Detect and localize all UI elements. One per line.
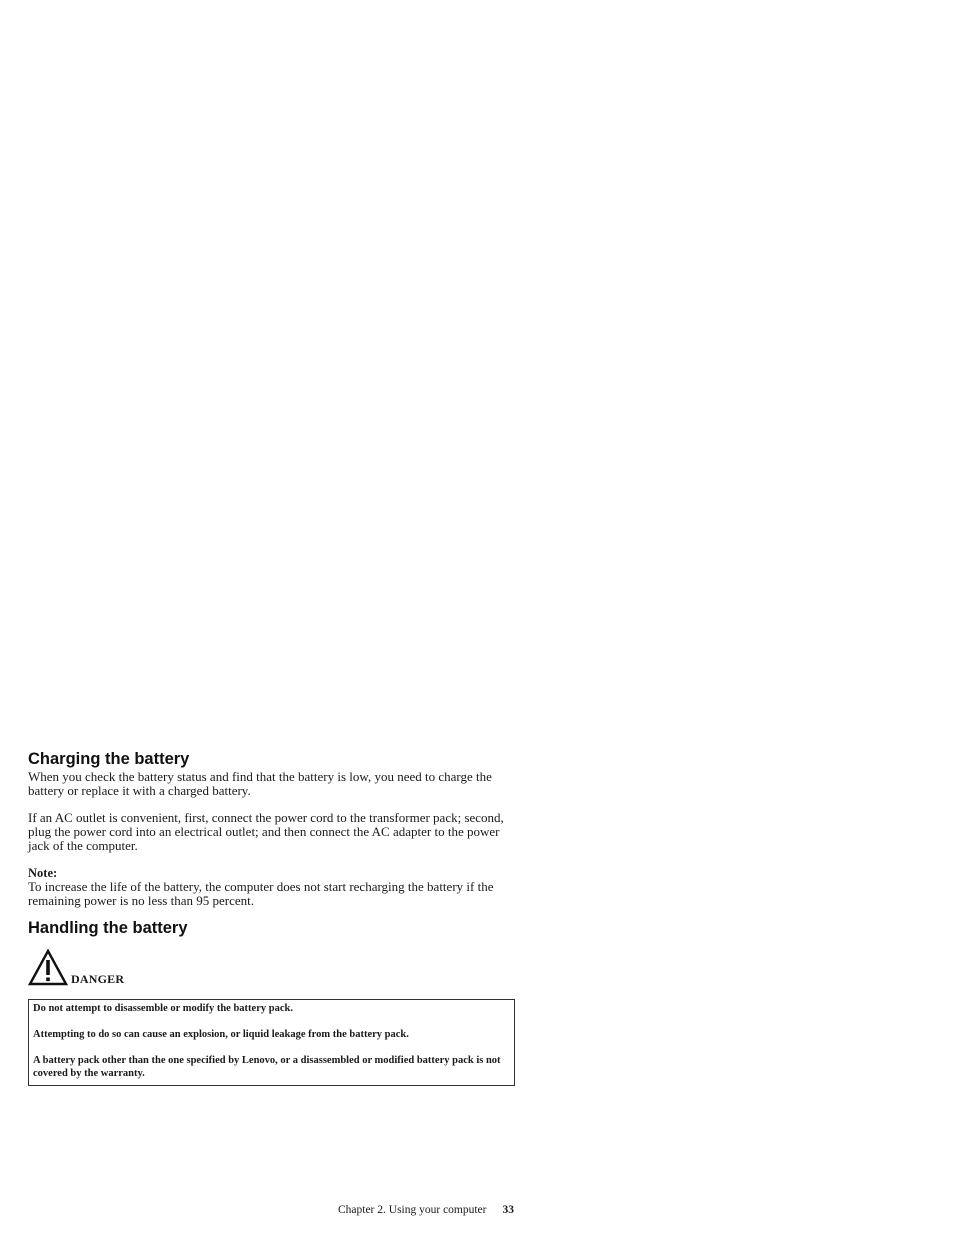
danger-line-2: Attempting to do so can cause an explosion, or liquid leakage from the battery pack. (33, 1029, 409, 1040)
danger-line-3: A battery pack other than the one specified by Lenovo, or a disassembled or modified battery pack is not covered by the warranty. (33, 1055, 501, 1079)
page-footer (0, 1203, 514, 1217)
paragraph-charging-intro: When you check the battery status and find that the battery is low, you need to charge the battery or replace it with a charged battery. (28, 769, 492, 798)
danger-notice-box (28, 999, 515, 1086)
page-number: 33 (502, 1204, 514, 1216)
danger-label: DANGER (71, 972, 125, 986)
paragraph-charging-steps: If an AC outlet is convenient, first, connect the power cord to the transformer pack; second, plug the power cord into an electrical outlet; and then connect the AC adapter to the power jack of the computer. (28, 810, 504, 853)
page-content (28, 748, 514, 1086)
section-heading-charging: Charging the battery (28, 750, 190, 768)
danger-line-1: Do not attempt to disassemble or modify the battery pack. (33, 1003, 293, 1014)
note-label: Note: (28, 866, 58, 880)
note-text: To increase the life of the battery, the computer does not start recharging the battery if the remaining power is no less than 95 percent. (28, 879, 494, 908)
danger-header (28, 947, 514, 987)
warning-triangle-icon (28, 949, 68, 987)
section-heading-handling: Handling the battery (28, 919, 188, 937)
footer-chapter: Chapter 2. Using your computer (337, 1204, 487, 1216)
